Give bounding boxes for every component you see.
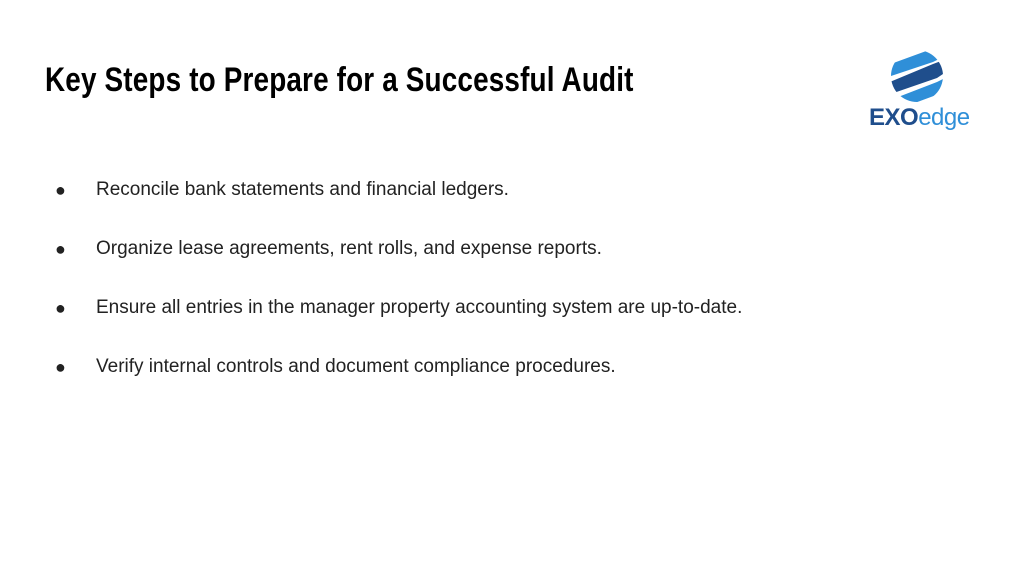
exoedge-logo-text (869, 104, 970, 132)
bullet-text: Reconcile bank statements and financial ledgers. (96, 179, 509, 200)
bullet-dot-icon: ● (55, 357, 66, 377)
exoedge-logo-icon (889, 48, 945, 104)
bullet-item (55, 231, 742, 290)
logo-text-edge: edge (918, 104, 970, 131)
bullet-dot-icon: ● (55, 239, 66, 259)
logo-text-exo: EXO (869, 104, 919, 131)
bullet-item (55, 290, 742, 349)
bullet-text: Verify internal controls and document compliance procedures. (96, 356, 616, 377)
exoedge-logo (866, 46, 970, 138)
slide-title: Key Steps to Prepare for a Successful Audit (45, 61, 634, 99)
bullet-dot-icon: ● (55, 180, 66, 200)
bullet-item (55, 172, 742, 231)
bullet-text: Organize lease agreements, rent rolls, and expense reports. (96, 238, 602, 259)
bullet-item (55, 349, 742, 408)
bullet-text: Ensure all entries in the manager property accounting system are up-to-date. (96, 297, 743, 318)
bullet-dot-icon: ● (55, 298, 66, 318)
bullet-list (55, 172, 742, 408)
